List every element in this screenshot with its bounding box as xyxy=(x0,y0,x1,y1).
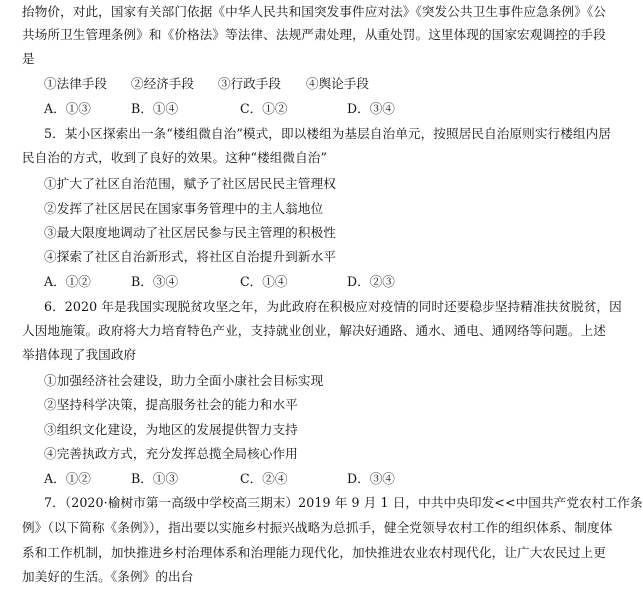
q6-choice-b[interactable]: B．①③ xyxy=(131,471,179,486)
q7-stem-line-2: 例》（以下简称《条例》），指出要以实施乡村振兴战略为总抓手，健全党领导农村工作的组织体系、制度体 xyxy=(22,520,613,535)
q4-item-3: ③行政手段 xyxy=(218,76,281,91)
q4-choice-a[interactable]: A．①③ xyxy=(44,101,91,116)
q5-stem-line-2: 民自治的方式，收到了良好的效果。这种“楼组微自治” xyxy=(22,150,328,165)
q4-choice-b[interactable]: B．①④ xyxy=(131,101,179,116)
q4-item-4: ④舆论手段 xyxy=(306,76,369,91)
q4-item-2: ②经济手段 xyxy=(131,76,194,91)
q4-stem-line-2: 共场所卫生管理条例》和《价格法》等法律、法规严肃处理，从重处罚。这里体现的国家宏观调控的手段 xyxy=(22,27,606,42)
q4-item-1: ①法律手段 xyxy=(44,76,107,91)
q4-items-row xyxy=(44,76,504,92)
q6-choice-a[interactable]: A．①② xyxy=(44,471,91,486)
q5-statement-3: ③最大限度地调动了社区居民参与民主管理的积极性 xyxy=(44,225,336,240)
q5-statement-4: ④探索了社区自治新形式，将社区自治提升到新水平 xyxy=(44,249,336,264)
q6-statement-3: ③组织文化建设，为地区的发展提供智力支持 xyxy=(44,422,298,437)
q4-choice-d[interactable]: D．③④ xyxy=(347,101,395,116)
q5-statement-1: ①扩大了社区自治范围，赋予了社区居民民主管理权 xyxy=(44,176,336,191)
q6-statement-1: ①加强经济社会建设，助力全面小康社会目标实现 xyxy=(44,373,324,388)
q6-stem-line-3: 举措体现了我国政府 xyxy=(22,347,137,362)
q6-statement-4: ④完善执政方式，充分发挥总揽全局核心作用 xyxy=(44,446,298,461)
q4-choice-c[interactable]: C．①② xyxy=(240,101,288,116)
q5-choices-row xyxy=(44,274,504,290)
q5-choice-a[interactable]: A．①② xyxy=(44,274,91,289)
q6-choice-c[interactable]: C．②④ xyxy=(240,471,288,486)
q6-stem-line-2: 人因地施策。政府将大力培育特色产业，支持就业创业，解决好通路、通水、通电、通网络等问题。上述 xyxy=(22,323,606,338)
q6-stem-line-1: 6．2020 年是我国实现脱贫攻坚之年，为此政府在积极应对疫情的同时还要稳步坚持精准扶贫脱贫，因 xyxy=(44,299,622,314)
q5-choice-b[interactable]: B．③④ xyxy=(131,274,179,289)
q7-stem-line-4: 加美好的生活。《条例》的出台 xyxy=(22,569,194,584)
q6-choices-row xyxy=(44,471,504,487)
q6-statement-2: ②坚持科学决策，提高服务社会的能力和水平 xyxy=(44,397,298,412)
q7-stem-line-3: 系和工作机制，加快推进乡村治理体系和治理能力现代化，加快推进农业农村现代化，让广大农民过上更 xyxy=(22,545,606,560)
q5-choice-d[interactable]: D．②③ xyxy=(347,274,395,289)
q5-choice-c[interactable]: C．①④ xyxy=(240,274,288,289)
q7-stem-line-1: 7．（2020·榆树市第一高级中学校高三期末）2019 年 9 月 1 日，中共中央印发<<中国共产党农村工作条 xyxy=(44,495,643,510)
q6-choice-d[interactable]: D．③④ xyxy=(347,471,395,486)
q5-statement-2: ②发挥了社区居民在国家事务管理中的主人翁地位 xyxy=(44,201,324,216)
q4-choices-row xyxy=(44,101,504,117)
q4-stem-line-3: 是 xyxy=(22,51,35,66)
q5-stem-line-1: 5．某小区探索出一条“楼组微自治”模式，即以楼组为基层自治单元，按照居民自治原则实行楼组内居 xyxy=(44,126,612,141)
q4-stem-line-1: 抬物价，对此，国家有关部门依据《中华人民共和国突发事件应对法》《突发公共卫生事件应急条例》《公 xyxy=(22,4,607,19)
